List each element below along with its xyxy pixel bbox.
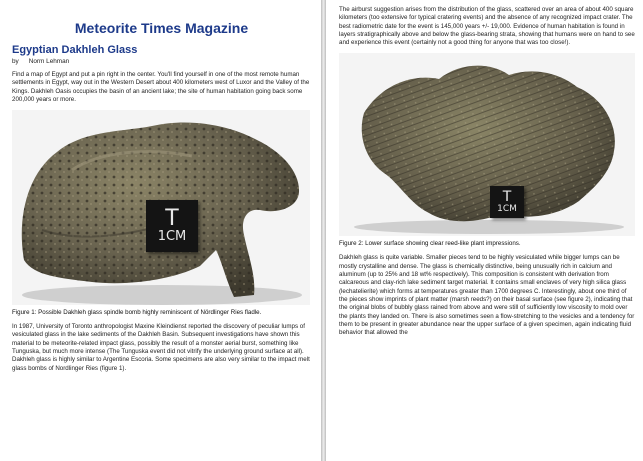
scale-cube — [146, 200, 198, 252]
figure2-caption: Figure 2: Lower surface showing clear reed-like plant impressions. — [339, 240, 521, 248]
intro-paragraph: Find a map of Egypt and put a pin right in the center. You'll find yourself in one of the most remote human settlements in Egypt, way out in the Western Desert about 400 kilometers west of Luxor and the Valley of the Kings. Dakhleh Oasis occupies the basin of an ancient lake; the site of human habitation going back some 200,000 years or more. — [12, 71, 310, 103]
author-name: Norm Lehman — [28, 58, 70, 65]
right-page — [326, 0, 643, 461]
magazine-title: Meteorite Times Magazine — [74, 20, 249, 36]
scale-cube-label: 1CM — [497, 204, 517, 215]
figure2-photo — [339, 53, 635, 236]
scale-cube-letter: T — [502, 189, 512, 206]
byline — [12, 58, 311, 65]
article-title: Egyptian Dakhleh Glass — [12, 44, 138, 56]
left-page — [0, 0, 321, 461]
byline-prefix: by — [12, 58, 19, 65]
scale-cube-letter: T — [165, 206, 179, 232]
figure1-caption: Figure 1: Possible Dakhleh glass spindle bomb highly reminiscent of Nördlinger Ries fladle. — [12, 309, 262, 317]
figure1-photo — [12, 110, 310, 305]
scale-cube-label: 1CM — [157, 229, 187, 245]
history-paragraph: In 1987, University of Toronto anthropologist Maxine Kleindienst reported the discovery of peculiar lumps of vesiculated glass in the lake sediments of the Dakhleh Basin. Subsequent investigations have shown this material to be meteorite-related impact glass, possibly the result of a monster aerial burst, something like Tunguska, but much more intense (The Tunguska event did not vitrify the underlying ground surface at all). Dakhleh glass is highly similar to Argentine Escoria. Some specimens are also very similar to the impact melt glass bombs of Nordlinger Ries (figure 1). — [12, 323, 310, 372]
lower-surface-image — [339, 53, 635, 236]
composition-paragraph: Dakhleh glass is quite variable. Smaller pieces tend to be highly vesiculated while bigger lumps can be mostly crystalline and dense. The glass is chemically distinctive, being unusually rich in calcium and aluminum (up to 25% and 18 wt% respectively). This composition is consistent with derivation from calcareous and clay-rich lake sediment target material. It contains small enclaves of very high silica glass (lechatelierite) which forms at temperatures greater than 1700 degrees C. Interestingly, about one third of the pieces show imprints of plant matter (marsh reeds?) on their basal surface (see figure 2), indicating that the original blobs of bubbly glass rained from above and were still of sufficiently low viscosity to mold over the plants they landed on. There is also sometimes seen a flow-stretching to the vesicles and a tendency for them to be present in greater abundance near the upper surface of a given specimen, again indicating fluid behavior that allowed the — [339, 254, 635, 337]
airburst-paragraph: The airburst suggestion arises from the distribution of the glass, scattered over an area of about 400 square kilometers (too extensive for typical cratering events) and the absence of any recognized impact crater. The best radiometric date for the event is 145,000 years +/- 19,000. Evidence of human habitation is found in layers stratigraphically above and below the glass-bearing strata, showing that humans were on hand to see and experience this event (certainly not a good thing for anyone that was too close!). — [339, 6, 635, 47]
scale-cube — [490, 186, 524, 218]
